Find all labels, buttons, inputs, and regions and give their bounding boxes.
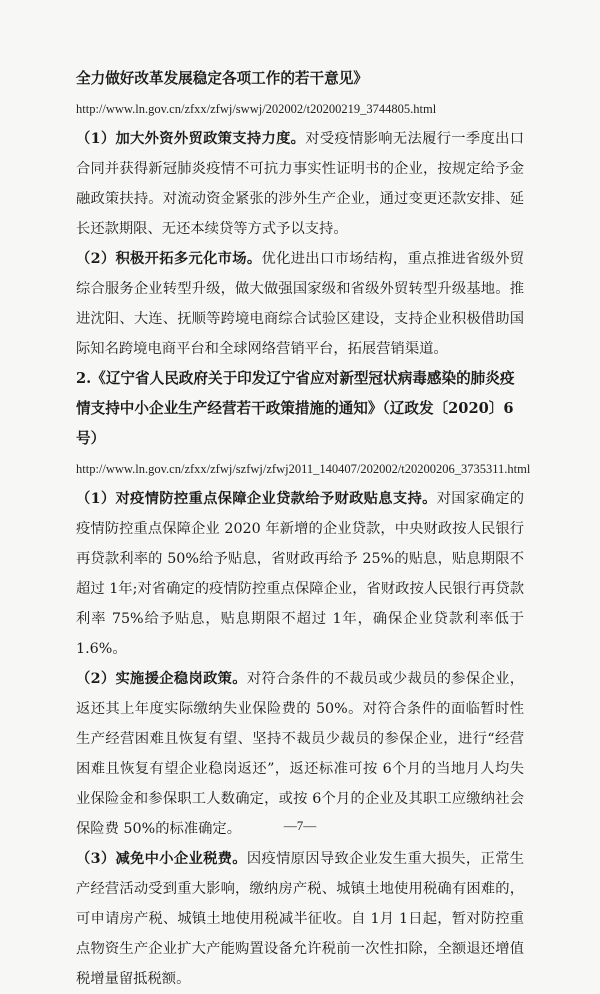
section-1-item-2 (76, 244, 524, 364)
item-body: 对受疫情影响无法履行一季度出口合同并获得新冠肺炎疫情不可抗力事实性证明书的企业，按规定给予金融政策扶持。对流动资金紧张的涉外生产企业，通过变更还款安排、延长还款期限、无还本续贷等方式予以支持。 (76, 131, 524, 237)
item-body: 优化进出口市场结构，重点推进省级外贸综合服务企业转型升级，做大做强国家级和省级外贸转型升级基地。推进沈阳、大连、抚顺等跨境电商综合试验区建设，支持企业积极借助国际知名跨境电商平台和全球网络营销平台，拓展营销渠道。 (76, 251, 525, 357)
section-2-item-3 (76, 844, 524, 994)
section-1-title: 全力做好改革发展稳定各项工作的若干意见》 (76, 70, 368, 87)
item-heading: （1）加大外资外贸政策支持力度。 (76, 131, 306, 147)
section-1-item-1 (76, 124, 524, 244)
item-body: 对国家确定的疫情防控重点保障企业 2020 年新增的企业贷款，中央财政按人民银行再贷款利率的 50%给予贴息，省财政再给予 25%的贴息，贴息期限不超过 1年;对省确定的疫情防控重点保障企业，省财政按人民银行再贷款利率 75%给予贴息，贴息期限不超过 1年，确保企业贷款利率低于 1.6%。 (76, 491, 524, 657)
item-heading: （2）积极开拓多元化市场。 (76, 251, 262, 267)
item-body: 对符合条件的不裁员或少裁员的参保企业，返还其上年度实际缴纳失业保险费的 50%。对符合条件的面临暂时性生产经营困难且恢复有望、坚持不裁员少裁员的参保企业，进行“经营困难且恢复有望企业稳岗返还”，返还标准可按 6个月的当地月人均失业保险金和参保职工人数确定，或按 6个月的企业及其职工应缴纳社会保险费 50%的标准确定。 (76, 671, 524, 837)
section-2-title: 2.《辽宁省人民政府关于印发辽宁省应对新型冠状病毒感染的肺炎疫情支持中小企业生产经营若干政策措施的通知》（辽政发〔2020〕6号） (76, 370, 515, 447)
page-number: —7— (283, 818, 317, 833)
item-heading: （3）减免中小企业税费。 (76, 851, 247, 867)
section-2-item-1 (76, 484, 524, 664)
item-body: 因疫情原因导致企业发生重大损失，正常生产经营活动受到重大影响，缴纳房产税、城镇土地使用税确有困难的，可申请房产税、城镇土地使用税减半征收。自 1月 1日起，暂对防控重点物资生产企业扩大产能购置设备允许税前一次性扣除，全额退还增值税增量留抵税额。 (76, 851, 524, 987)
section-1-url[interactable]: http://www.ln.gov.cn/zfxx/zfwj/swwj/202002/t20200219_3744805.html (76, 102, 437, 116)
item-heading: （2）实施援企稳岗政策。 (76, 671, 247, 687)
section-2-url[interactable]: http://www.ln.gov.cn/zfxx/zfwj/szfwj/zfwj2011_140407/202002/t20200206_3735311.html (76, 462, 531, 476)
section-2-item-2 (76, 664, 524, 844)
item-heading: （1）对疫情防控重点保障企业贷款给予财政贴息支持。 (76, 491, 437, 507)
